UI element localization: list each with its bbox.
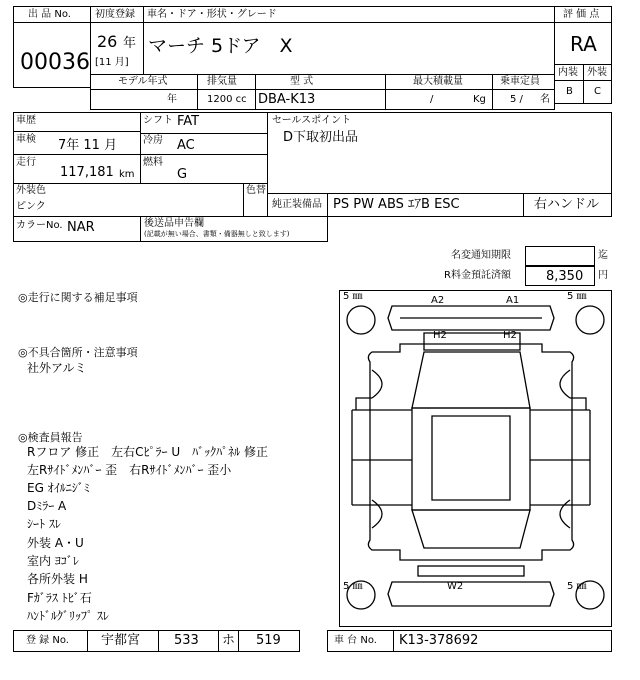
inspector-line: ﾊﾝﾄﾞﾙｸﾞﾘｯﾌﾟ ｽﾚ bbox=[27, 609, 109, 623]
mileage-label: 走行 bbox=[16, 157, 36, 168]
car-name: マーチ 5ドア X bbox=[148, 35, 293, 57]
model-code: DBA-K13 bbox=[258, 92, 316, 107]
chassis-value: K13-378692 bbox=[399, 633, 479, 648]
inspector-line: Fｶﾞﾗｽ ﾄﾋﾞ石 bbox=[27, 591, 92, 605]
lot-no: 00036 bbox=[20, 50, 90, 75]
capacity-label: 乗車定員 bbox=[500, 76, 540, 87]
docs-note: (記載が無い場合、書類・備器無しと致します) bbox=[144, 230, 290, 238]
tire-tag: 5 ㎜ bbox=[343, 581, 363, 592]
tire-tag: 5 ㎜ bbox=[567, 581, 587, 592]
reg-place: 宇都宮 bbox=[101, 633, 141, 648]
model-year-label: モデル年式 bbox=[118, 76, 168, 87]
history-label: 車歴 bbox=[16, 115, 36, 126]
equipment-value: PS PW ABS ｴｱB ESC bbox=[333, 197, 460, 212]
recycle-value: 8,350 bbox=[546, 269, 584, 284]
inspector-line: 外装 A・U bbox=[27, 536, 84, 550]
inspector-line: EG ｵｲﾙﾆｼﾞﾐ bbox=[27, 481, 90, 495]
inspector-line: Rフロア 修正 左右Cﾋﾟﾗｰ U ﾊﾞｯｸﾊﾟﾈﾙ 修正 bbox=[27, 445, 268, 459]
car-name-label: 車名・ドア・形状・グレード bbox=[147, 9, 277, 20]
grade-label: 評 価 点 bbox=[563, 9, 600, 20]
lot-no-label: 出 品 No. bbox=[28, 9, 71, 20]
reg-label: 登 録 No. bbox=[26, 635, 69, 646]
inspector-line: ｼｰﾄ ｽﾚ bbox=[27, 517, 61, 531]
sales-point-value: D下取初出品 bbox=[283, 130, 359, 145]
inspector-line: 各所外装 H bbox=[27, 572, 88, 586]
capacity-unit: 名 bbox=[540, 94, 550, 105]
color-no-label: カラーNo. bbox=[16, 220, 63, 231]
damage-mark-a2: A2 bbox=[431, 295, 445, 306]
recycle-label: R料金預託済額 bbox=[444, 270, 511, 281]
inspector-label: ◎検査員報告 bbox=[18, 431, 83, 444]
shift-label: シフト bbox=[143, 115, 173, 126]
damage-mark-a1: A1 bbox=[506, 295, 520, 306]
inspection-label: 車検 bbox=[16, 134, 36, 145]
defect-line: 社外アルミ bbox=[27, 361, 87, 375]
capacity: 5 / bbox=[510, 94, 523, 105]
exterior-color-value: ピンク bbox=[16, 201, 46, 212]
tire-tag: 5 ㎜ bbox=[343, 291, 363, 302]
first-reg-year-unit: 年 bbox=[123, 36, 137, 51]
model-year-unit: 年 bbox=[167, 94, 177, 105]
displacement-label: 排気量 bbox=[207, 76, 237, 87]
chassis-label: 車 台 No. bbox=[334, 635, 377, 646]
reg-number: 519 bbox=[256, 633, 281, 648]
ac-label: 冷房 bbox=[143, 135, 163, 146]
displacement: 1200 cc bbox=[207, 94, 247, 105]
max-load: / bbox=[430, 94, 434, 105]
inspector-line: 室内 ﾖｺﾞﾚ bbox=[27, 554, 79, 568]
max-load-label: 最大積載量 bbox=[413, 76, 463, 87]
driving-notes-label: ◎走行に関する補足事項 bbox=[18, 291, 138, 304]
docs-label: 後送品申告欄 bbox=[144, 218, 204, 229]
first-reg-month: [11 月] bbox=[95, 57, 129, 68]
inspector-line: Dﾐﾗｰ A bbox=[27, 499, 67, 513]
grade-value: RA bbox=[570, 32, 597, 56]
damage-mark-h2-left: H2 bbox=[433, 330, 447, 341]
inspector-line: 左Rｻｲﾄﾞﾒﾝﾊﾞｰ 歪 右Rｻｲﾄﾞﾒﾝﾊﾞｰ 歪小 bbox=[27, 463, 232, 477]
name-change-label: 名変通知期限 bbox=[451, 250, 511, 261]
first-reg-year: 26 bbox=[97, 32, 118, 51]
tire-tag: 5 ㎜ bbox=[567, 291, 587, 302]
defects-label: ◎不具合箇所・注意事項 bbox=[18, 346, 138, 359]
mileage-unit: km bbox=[119, 169, 135, 180]
mileage-value: 117,181 bbox=[60, 165, 114, 180]
fuel-label: 燃料 bbox=[143, 157, 163, 168]
interior-label: 内装 bbox=[558, 67, 578, 78]
reg-kana: ホ bbox=[222, 633, 236, 648]
exterior-color-label: 外装色 bbox=[16, 185, 46, 196]
model-code-label: 型 式 bbox=[290, 76, 314, 87]
inspection-value: 7年 11 月 bbox=[58, 138, 118, 153]
first-reg-label: 初度登録 bbox=[95, 9, 135, 20]
shift-value: FAT bbox=[177, 114, 200, 129]
damage-mark-w2: W2 bbox=[447, 581, 464, 592]
sales-point-label: セールスポイント bbox=[272, 115, 352, 126]
handle-value: 右ハンドル bbox=[534, 197, 600, 212]
ac-value: AC bbox=[177, 138, 195, 153]
damage-mark-h2-right: H2 bbox=[503, 330, 517, 341]
recycle-unit: 円 bbox=[598, 270, 608, 281]
name-change-unit: 迄 bbox=[598, 250, 608, 261]
fuel-value: G bbox=[177, 167, 188, 182]
max-load-unit: Kg bbox=[473, 94, 486, 105]
color-no-value: NAR bbox=[67, 220, 95, 235]
equipment-label: 純正装備品 bbox=[272, 199, 322, 210]
interior-grade: B bbox=[566, 86, 573, 97]
color-change-label: 色替 bbox=[246, 185, 266, 196]
exterior-grade: C bbox=[594, 86, 601, 97]
reg-class: 533 bbox=[174, 633, 199, 648]
exterior-label: 外装 bbox=[587, 67, 607, 78]
